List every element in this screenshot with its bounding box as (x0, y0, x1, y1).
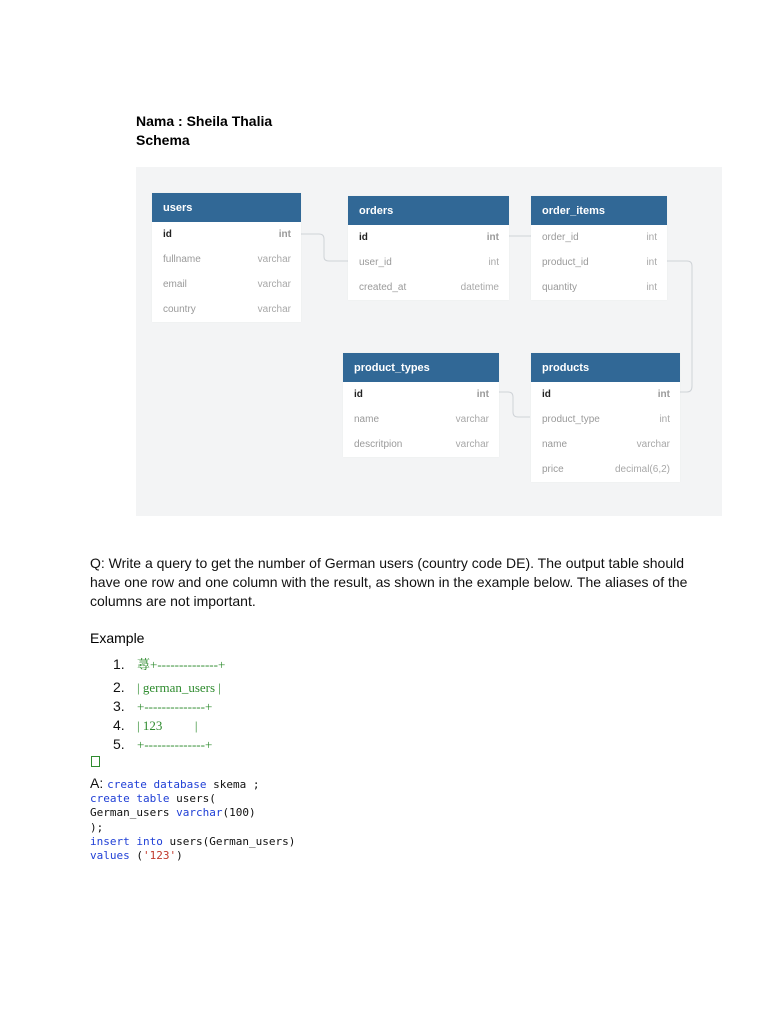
column-row: user_id int (359, 257, 499, 268)
list-item: 3. +--------------+ (113, 698, 213, 714)
table-title: orders (348, 196, 509, 225)
missing-glyph-icon (91, 756, 100, 767)
list-item: 4. | 123 | (113, 717, 198, 733)
column-row: quantity int (542, 282, 657, 293)
column-row: country varchar (163, 304, 291, 315)
column-row: id int (354, 389, 489, 400)
table-title: product_types (343, 353, 499, 382)
table-title: order_items (531, 196, 667, 225)
answer-code: A: create database skema ; create table users( German_users varchar(100) ); insert into users(German_users) values ('123') (90, 775, 296, 863)
list-item: 1. 蕁+--------------+ (113, 656, 226, 672)
column-row: price decimal(6,2) (542, 464, 670, 475)
column-row: product_id int (542, 257, 657, 268)
column-row: id int (542, 389, 670, 400)
table-title: users (152, 193, 301, 222)
question-text: Q: Write a query to get the number of German users (country code DE). The output table should have one row and one column with the result, as shown in the example below. The aliases of the columns are not important. (90, 555, 688, 609)
table-products (531, 353, 680, 482)
table-title: products (531, 353, 680, 382)
table-product-types (343, 353, 499, 457)
table-order-items (531, 196, 667, 300)
column-row: order_id int (542, 232, 657, 243)
column-row: id int (359, 232, 499, 243)
column-row: name varchar (354, 414, 489, 425)
column-row: created_at datetime (359, 282, 499, 293)
column-row: fullname varchar (163, 254, 291, 265)
table-users (152, 193, 301, 322)
example-label: Example (90, 630, 145, 646)
column-row: product_type int (542, 414, 670, 425)
list-item: 2. | german_users | (113, 679, 221, 695)
column-row: descritpion varchar (354, 439, 489, 450)
column-row: name varchar (542, 439, 670, 450)
column-row: id int (163, 229, 291, 240)
column-row: email varchar (163, 279, 291, 290)
list-item: 5. +--------------+ (113, 736, 213, 752)
schema-heading: Schema (136, 132, 190, 148)
schema-diagram (136, 167, 722, 516)
author-name: Nama : Sheila Thalia (136, 113, 273, 129)
table-orders (348, 196, 509, 300)
